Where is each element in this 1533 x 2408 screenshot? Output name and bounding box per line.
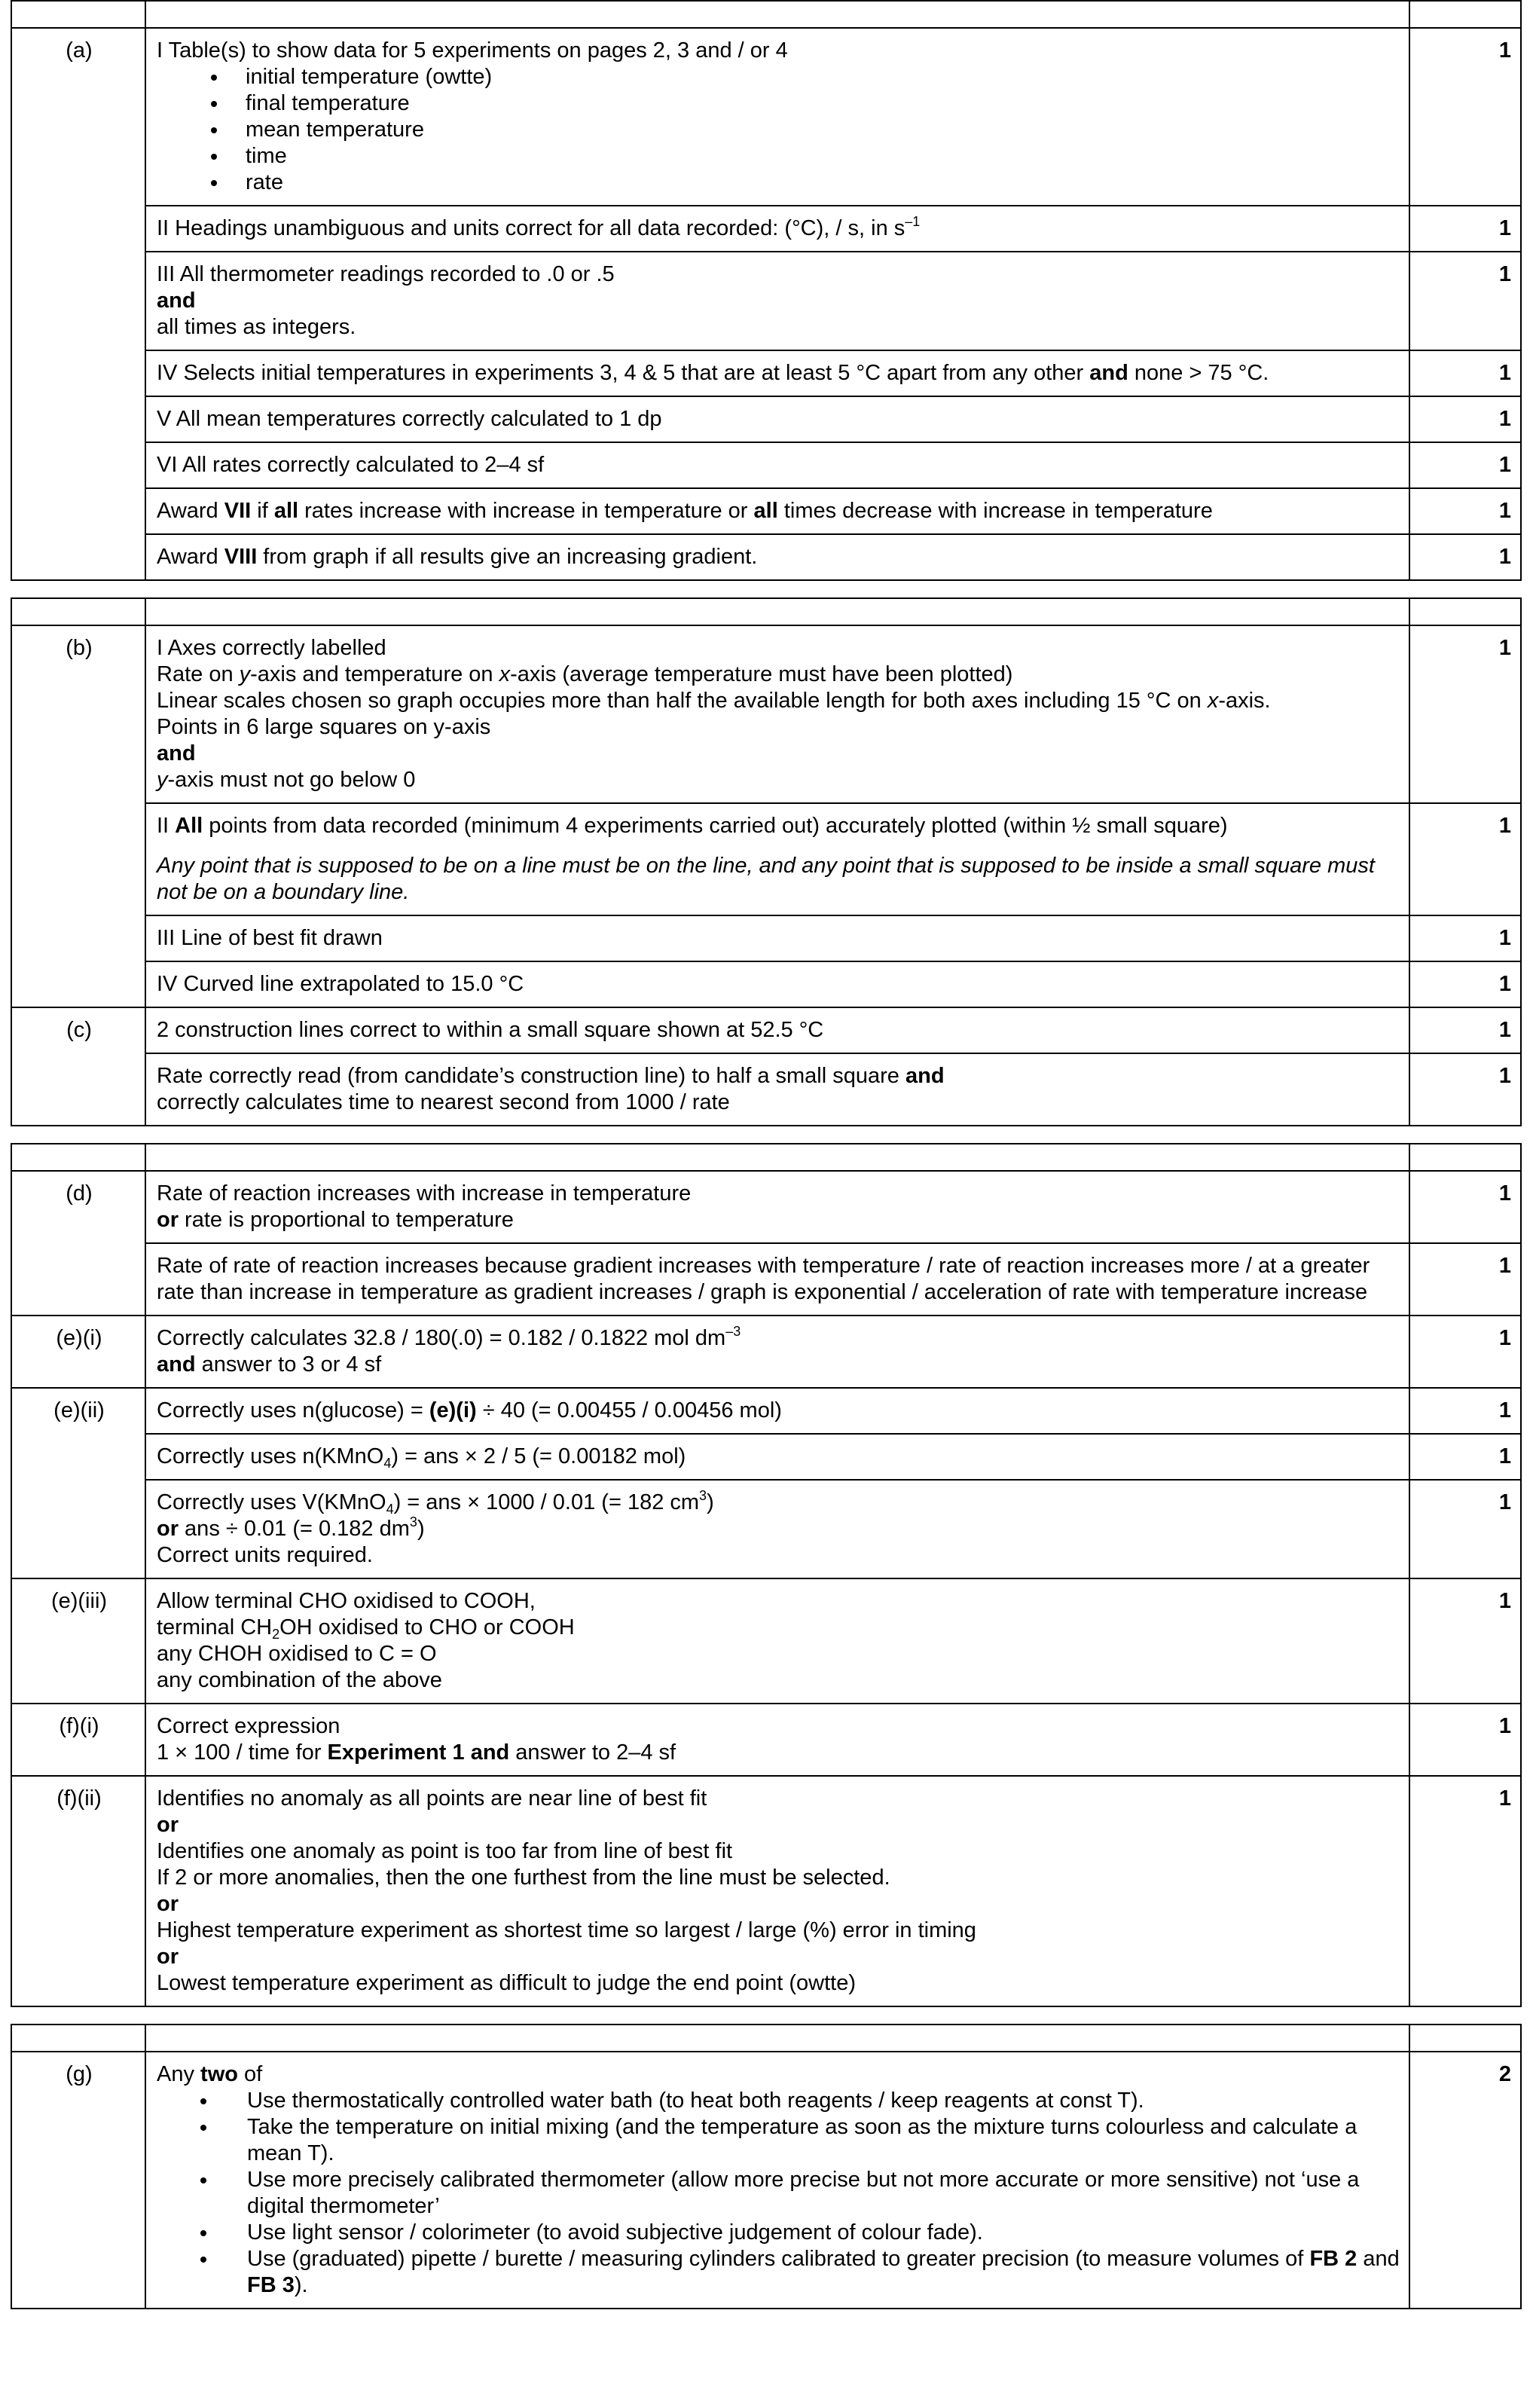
list-item: Take the temperature on initial mixing (and the temperature as soon as the mixture turns colourless and calculate a mean T).: [200, 2114, 1400, 2167]
list-item: time: [211, 143, 1400, 170]
table-row: [11, 534, 1521, 580]
marking-point: Correct expression 1 × 100 / time for Experiment 1 and answer to 2–4 sf: [145, 1704, 1409, 1776]
table-row: [11, 625, 1521, 803]
table-row: [11, 1007, 1521, 1053]
bullet-list: [157, 2088, 1400, 2299]
marking-point: II All points from data recorded (minimum 4 experiments carried out) accurately plotted (within ½ small square) Any point that is supposed to be on a line must be on the line, and any point that is supposed to be inside a small square must not be on a boundary line.: [145, 803, 1409, 915]
marking-point: III Line of best fit drawn: [145, 915, 1409, 961]
question-label: (g): [11, 2052, 145, 2309]
table-row: [11, 1316, 1521, 1388]
marking-point: Identifies no anomaly as all points are near line of best fit or Identifies one anomaly as point is too far from line of best fit If 2 or more anomalies, then the one furthest from the line must be selected. or Highest temperature experiment as shortest time so largest / large (%) error in timing or Lowest temperature experiment as difficult to judge the end point (owtte): [145, 1776, 1409, 2006]
table-row: [11, 1053, 1521, 1126]
marking-point: IV Selects initial temperatures in experiments 3, 4 & 5 that are at least 5 °C apart from any other and none > 75 °C.: [145, 350, 1409, 396]
mark-table-d-f: [11, 1143, 1522, 2007]
table-row: [11, 1480, 1521, 1578]
table-row: [11, 2052, 1521, 2309]
guidance-note: Any point that is supposed to be on a line must be on the line, and any point that is supposed to be inside a small square must not be on a boundary line.: [157, 854, 1375, 904]
mark-value: 1: [1409, 961, 1521, 1007]
table-row: [11, 1776, 1521, 2006]
table-row: [11, 396, 1521, 442]
table-row: [11, 1578, 1521, 1704]
question-label: (c): [11, 1007, 145, 1126]
table-row: [11, 488, 1521, 534]
mark-value: 1: [1409, 1388, 1521, 1434]
marking-point: IV Curved line extrapolated to 15.0 °C: [145, 961, 1409, 1007]
mark-value: 1: [1409, 488, 1521, 534]
table-row: [11, 961, 1521, 1007]
mark-table-b-c: [11, 597, 1522, 1126]
mark-table-a: [11, 0, 1522, 581]
mark-value: 1: [1409, 1007, 1521, 1053]
mark-value: 1: [1409, 396, 1521, 442]
marking-point: I Table(s) to show data for 5 experiments on pages 2, 3 and / or 4 initial temperature (owtte) final temperature mean temperature time rate: [145, 28, 1409, 206]
marking-point: VI All rates correctly calculated to 2–4 sf: [145, 442, 1409, 488]
mark-value: 2: [1409, 2052, 1521, 2309]
table-row: [11, 1171, 1521, 1243]
marking-point: Rate correctly read (from candidate’s construction line) to half a small square and correctly calculates time to nearest second from 1000 / rate: [145, 1053, 1409, 1126]
mark-value: 1: [1409, 252, 1521, 350]
mark-value: 1: [1409, 1316, 1521, 1388]
mark-value: 1: [1409, 442, 1521, 488]
question-label: (b): [11, 625, 145, 1007]
table-row: [11, 1243, 1521, 1316]
marking-point: III All thermometer readings recorded to .0 or .5 and all times as integers.: [145, 252, 1409, 350]
mark-value: 1: [1409, 1171, 1521, 1243]
table-row: [11, 442, 1521, 488]
mark-value: 1: [1409, 1053, 1521, 1126]
mark-table-g: [11, 2024, 1522, 2309]
mark-value: 1: [1409, 350, 1521, 396]
table-row: [11, 252, 1521, 350]
mark-value: 1: [1409, 1578, 1521, 1704]
question-label: (a): [11, 28, 145, 580]
marking-point: Correctly calculates 32.8 / 180(.0) = 0.182 / 0.1822 mol $dm^{-3}$ and answer to 3 or 4 sf: [145, 1316, 1409, 1388]
mark-value: 1: [1409, 803, 1521, 915]
question-label: (e)(i): [11, 1316, 145, 1388]
marking-point: Correctly uses V(KMnO$_4$) = ans × 1000 / 0.01 (= 182 $cm^3$) or ans ÷ 0.01 (= 0.182 $dm^3$) Correct units required.: [145, 1480, 1409, 1578]
marking-point: Allow terminal CHO oxidised to COOH, terminal $CH_2OH$ oxidised to CHO or COOH any CHOH oxidised to C = O any combination of the above: [145, 1578, 1409, 1704]
marking-point: Rate of reaction increases with increase in temperature or rate is proportional to temperature: [145, 1171, 1409, 1243]
table-row: [11, 1434, 1521, 1480]
question-label: (d): [11, 1171, 145, 1316]
marking-point: I Axes correctly labelled Rate on y-axis and temperature on x-axis (average temperature must have been plotted) Linear scales chosen so graph occupies more than half the available length for both axes including 15 °C on x-axis. Points in 6 large squares on y-axis and y-axis must not go below 0: [145, 625, 1409, 803]
list-item: initial temperature (owtte): [211, 64, 1400, 90]
marking-point: Award VII if all rates increase with increase in temperature or all times decrease with increase in temperature: [145, 488, 1409, 534]
question-label: (e)(ii): [11, 1388, 145, 1578]
mark-scheme-page: [11, 0, 1522, 2326]
mark-value: 1: [1409, 1776, 1521, 2006]
marking-point: Correctly uses n(KMnO$_4$) = ans × 2 / 5 (= 0.00182 mol): [145, 1434, 1409, 1480]
mark-value: 1: [1409, 534, 1521, 580]
mark-value: 1: [1409, 1704, 1521, 1776]
marking-point: Correctly uses n(glucose) = (e)(i) ÷ 40 (= 0.00455 / 0.00456 mol): [145, 1388, 1409, 1434]
list-item: mean temperature: [211, 117, 1400, 143]
question-label: (e)(iii): [11, 1578, 145, 1704]
table-row: [11, 1704, 1521, 1776]
table-row: [11, 28, 1521, 206]
question-label: (f)(ii): [11, 1776, 145, 2006]
list-item: Use more precisely calibrated thermometer (allow more precise but not more accurate or more sensitive) not ‘use a digital thermometer’: [200, 2167, 1400, 2220]
list-item: rate: [211, 170, 1400, 196]
table-row: [11, 915, 1521, 961]
list-item: Use light sensor / colorimeter (to avoid subjective judgement of colour fade).: [200, 2220, 1400, 2246]
table-row: [11, 206, 1521, 252]
marking-point: II Headings unambiguous and units correct for all data recorded: (°C), / s, in $s^{-1}$: [145, 206, 1409, 252]
question-label: (f)(i): [11, 1704, 145, 1776]
mark-value: 1: [1409, 206, 1521, 252]
marking-point: Award VIII from graph if all results give an increasing gradient.: [145, 534, 1409, 580]
table-row: [11, 350, 1521, 396]
bullet-list: [157, 64, 1400, 196]
mark-value: 1: [1409, 915, 1521, 961]
list-item: Use thermostatically controlled water bath (to heat both reagents / keep reagents at const T).: [200, 2088, 1400, 2114]
mark-value: 1: [1409, 625, 1521, 803]
table-row: [11, 803, 1521, 915]
list-item: Use (graduated) pipette / burette / measuring cylinders calibrated to greater precision (to measure volumes of FB 2 and FB 3).: [200, 2246, 1400, 2299]
marking-point: Rate of rate of reaction increases because gradient increases with temperature / rate of reaction increases more / at a greater rate than increase in temperature as gradient increases / graph is exponential / acceleration of rate with temperature increase: [145, 1243, 1409, 1316]
marking-point: V All mean temperatures correctly calculated to 1 dp: [145, 396, 1409, 442]
list-item: final temperature: [211, 90, 1400, 117]
mark-value: 1: [1409, 1480, 1521, 1578]
marking-point: 2 construction lines correct to within a small square shown at 52.5 °C: [145, 1007, 1409, 1053]
mark-value: 1: [1409, 1243, 1521, 1316]
marking-point: Any two of Use thermostatically controlled water bath (to heat both reagents / keep reagents at const T). Take the temperature on initial mixing (and the temperature as soon as the mixture turns colourless and calculate a mean T). Use more precisely calibrated thermometer (allow more precise but not more accurate or more sensitive) not ‘use a digital thermometer’ Use light sensor / colorimeter (to avoid subjective judgement of colour fade). Use (graduated) pipette / burette / measuring cylinders calibrated to greater precision (to measure volumes of FB 2 and FB 3).: [145, 2052, 1409, 2309]
mark-value: 1: [1409, 28, 1521, 206]
table-row: [11, 1388, 1521, 1434]
mark-value: 1: [1409, 1434, 1521, 1480]
